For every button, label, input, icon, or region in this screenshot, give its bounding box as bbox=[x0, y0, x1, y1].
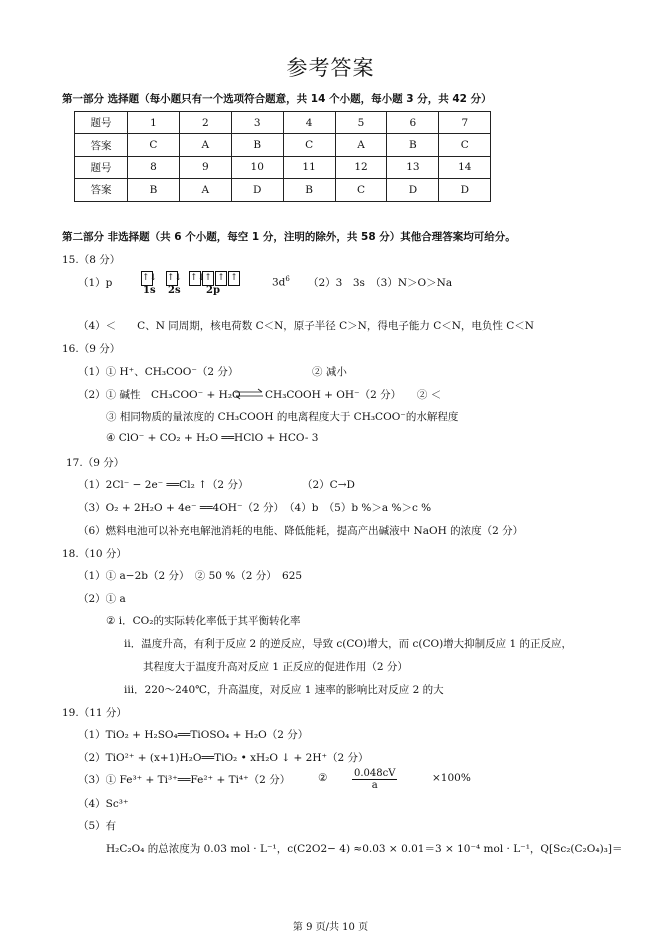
q18-line5: 其程度大于温度升高对反应 1 正反应的促进作用（2 分） bbox=[143, 661, 408, 673]
table-cell: D bbox=[439, 179, 491, 201]
orbital-box: ↑↓ bbox=[189, 271, 201, 286]
d-orbital-superscript: 6 bbox=[285, 275, 290, 283]
q16-heading: 16.（9 分） bbox=[62, 343, 121, 355]
equilibrium-arrow-icon bbox=[234, 385, 264, 404]
table-cell: 10 bbox=[231, 156, 283, 178]
q15-heading: 15.（8 分） bbox=[62, 254, 121, 266]
q18-line1: （1）① a−2b（2 分） ② 50 %（2 分） 625 bbox=[78, 570, 303, 582]
table-cell: 题号 bbox=[75, 112, 128, 134]
q16-line1a: （1）① H⁺、CH₃COO⁻（2 分） bbox=[78, 366, 239, 378]
table-cell: B bbox=[231, 134, 283, 156]
q18-line6: iii．220～240℃，升高温度，对反应 1 速率的影响比对反应 2 的大 bbox=[124, 684, 444, 696]
table-cell: 14 bbox=[439, 156, 491, 178]
table-cell: B bbox=[128, 179, 180, 201]
q17-line3: （6）燃料电池可以补充电解池消耗的电能、降低能耗，提高产出碱液中 NaOH 的浓度（2 分） bbox=[78, 525, 524, 537]
table-cell: 3 bbox=[231, 112, 283, 134]
orbital-label-2s: 2s bbox=[168, 285, 181, 296]
q17-heading: 17.（9 分） bbox=[66, 457, 125, 469]
fraction bbox=[352, 768, 397, 791]
part1-heading: 第一部分 选择题（每小题只有一个选项符合题意，共 14 个小题，每小题 3 分，共 42 分） bbox=[62, 93, 492, 105]
table-cell: 11 bbox=[283, 156, 335, 178]
q17-line2: （3）O₂ + 2H₂O + 4e⁻ ══4OH⁻（2 分） （4）b （5）b %＞a %＞c % bbox=[78, 502, 432, 514]
table-cell: A bbox=[179, 134, 231, 156]
q18-line4: ii．温度升高，有利于反应 2 的逆反应，导致 c(CO)增大，而 c(CO)增大抑制反应 1 的正反应， bbox=[124, 638, 573, 650]
fraction-denominator: a bbox=[371, 780, 378, 791]
q19-line6: H₂C₂O₄ 的总浓度为 0.03 mol · L⁻¹，c(C2O2− 4) ≈0.03 × 0.01＝3 × 10⁻⁴ mol · L⁻¹，Q[Sc₂(C₂O₄)₃]＝ bbox=[106, 843, 623, 855]
q15-part4: （4）＜ C、N 同周期，核电荷数 C＜N，原子半径 C＞N，得电子能力 C＜N，电负性 C＜N bbox=[78, 320, 534, 332]
table-cell: 答案 bbox=[75, 134, 128, 156]
table-cell: 8 bbox=[128, 156, 180, 178]
table-cell: 题号 bbox=[75, 156, 128, 178]
q16-line4: ④ ClO⁻ + CO₂ + H₂O ══HClO + HCO- 3 bbox=[106, 432, 319, 444]
table-cell: 7 bbox=[439, 112, 491, 134]
q19-line4: （4）Sc³⁺ bbox=[78, 798, 129, 810]
table-row bbox=[75, 134, 491, 156]
q19-line2: （2）TiO²⁺ + (x+1)H₂O══TiO₂ • xH₂O ↓ + 2H⁺（2 分） bbox=[78, 752, 369, 764]
q16-line2b: CH₃COOH + OH⁻（2 分） ② ＜ bbox=[265, 389, 442, 401]
orbital-label-2p: 2p bbox=[206, 285, 220, 296]
table-cell: A bbox=[179, 179, 231, 201]
q15-part1-prefix: （1）p bbox=[78, 277, 113, 289]
table-cell: 13 bbox=[387, 156, 439, 178]
q16-line2a: （2）① 碱性 CH₃COO⁻ + H₂O bbox=[78, 389, 241, 401]
orbital-box: ↑↓ bbox=[166, 271, 178, 286]
q18-heading: 18.（10 分） bbox=[62, 548, 127, 560]
orbital-box: ↑ bbox=[215, 271, 227, 286]
table-cell: C bbox=[283, 134, 335, 156]
table-cell: C bbox=[439, 134, 491, 156]
q17-line1b: （2）C→D bbox=[302, 479, 355, 491]
q15-part1-d bbox=[272, 275, 290, 289]
q17-line1a: （1）2Cl⁻ − 2e⁻ ══Cl₂ ↑（2 分） bbox=[78, 479, 249, 491]
table-cell: 5 bbox=[335, 112, 387, 134]
table-cell: 4 bbox=[283, 112, 335, 134]
q15-part1-rest: （2）3 3s （3）N＞O＞Na bbox=[308, 277, 453, 289]
table-cell: 9 bbox=[179, 156, 231, 178]
d-orbital-text: 3d bbox=[272, 276, 286, 289]
table-cell: 2 bbox=[179, 112, 231, 134]
table-row bbox=[75, 179, 491, 201]
orbital-box: ↑↓ bbox=[141, 271, 153, 286]
q18-line3: ② i．CO₂的实际转化率低于其平衡转化率 bbox=[106, 615, 301, 627]
q19-line5: （5）有 bbox=[78, 820, 117, 832]
q19-line3a: （3）① Fe³⁺ + Ti³⁺══Fe²⁺ + Ti⁴⁺（2 分） bbox=[78, 774, 291, 786]
part2-heading: 第二部分 非选择题（共 6 个小题，每空 1 分，注明的除外，共 58 分）其他合理答案均可给分。 bbox=[62, 231, 516, 243]
table-row bbox=[75, 156, 491, 178]
q19-line1: （1）TiO₂ + H₂SO₄══TiOSO₄ + H₂O（2 分） bbox=[78, 729, 309, 741]
answer-table bbox=[74, 111, 491, 202]
q19-heading: 19.（11 分） bbox=[62, 707, 127, 719]
table-cell: B bbox=[387, 134, 439, 156]
table-row bbox=[75, 112, 491, 134]
page-title: 参考答案 bbox=[286, 56, 375, 80]
page-footer: 第 9 页/共 10 页 bbox=[292, 922, 369, 933]
orbital-box: ↑ bbox=[202, 271, 214, 286]
table-cell: 12 bbox=[335, 156, 387, 178]
table-cell: 答案 bbox=[75, 179, 128, 201]
table-cell: D bbox=[231, 179, 283, 201]
orbital-label-1s: 1s bbox=[143, 285, 156, 296]
table-cell: D bbox=[387, 179, 439, 201]
fraction-numerator: 0.048cV bbox=[354, 768, 396, 779]
table-cell: C bbox=[335, 179, 387, 201]
orbital-box: ↑ bbox=[228, 271, 240, 286]
q18-line2: （2）① a bbox=[78, 593, 126, 605]
table-cell: C bbox=[128, 134, 180, 156]
q19-line3b: ② bbox=[318, 772, 328, 784]
q19-line3c: ×100% bbox=[432, 772, 471, 784]
q16-line3: ③ 相同物质的量浓度的 CH₃COOH 的电离程度大于 CH₃COO⁻的水解程度 bbox=[106, 411, 459, 423]
table-cell: B bbox=[283, 179, 335, 201]
table-cell: 1 bbox=[128, 112, 180, 134]
table-cell: 6 bbox=[387, 112, 439, 134]
table-cell: A bbox=[335, 134, 387, 156]
q16-line1b: ② 减小 bbox=[312, 366, 347, 378]
